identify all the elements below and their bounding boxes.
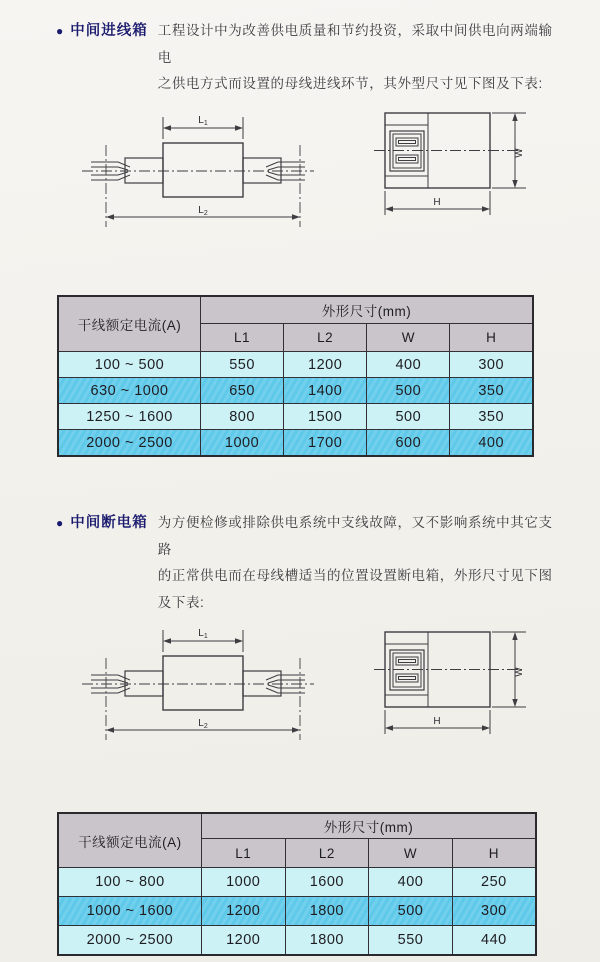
dimension-cell: 250 <box>452 868 536 897</box>
dim-label-w: W <box>514 148 525 158</box>
col-header-w: W <box>369 839 453 868</box>
dimension-cell: 500 <box>369 897 453 926</box>
col-header-l1: L1 <box>201 839 285 868</box>
section-description <box>158 510 561 616</box>
dimension-cell: 350 <box>450 404 533 430</box>
col-header-l2: L2 <box>285 839 369 868</box>
dimension-cell: 800 <box>201 404 284 430</box>
dimension-cell: 350 <box>450 378 533 404</box>
dimension-cell: 400 <box>369 868 453 897</box>
end-view-diagram-inlet <box>372 105 537 225</box>
dim-label-l1: $L_1$ <box>198 115 208 127</box>
side-view-diagram-inlet <box>78 105 318 230</box>
dimension-cell: 550 <box>201 352 284 378</box>
dim-label-l2: $L_2$ <box>198 205 208 217</box>
dimension-cell: 1200 <box>201 897 285 926</box>
dim-label-h: H <box>433 197 441 208</box>
table-header-row <box>58 813 536 839</box>
dimension-cell: 400 <box>450 430 533 457</box>
table-row <box>58 378 533 404</box>
current-rating-header: 干线额定电流(A) <box>58 296 201 352</box>
table-row <box>58 352 533 378</box>
section-heading-breaker-box <box>56 510 561 616</box>
dimension-cell: 300 <box>452 897 536 926</box>
dimension-cell: 1600 <box>285 868 369 897</box>
current-range-cell: 2000 ~ 2500 <box>58 430 201 457</box>
dimension-cell: 440 <box>452 926 536 956</box>
bullet-icon: ● <box>56 24 64 38</box>
dimension-cell: 1400 <box>284 378 367 404</box>
dimension-cell: 1800 <box>285 897 369 926</box>
dimension-cell: 1500 <box>284 404 367 430</box>
dimension-cell: 650 <box>201 378 284 404</box>
dimension-cell: 500 <box>367 404 450 430</box>
outline-dimensions-header: 外形尺寸(mm) <box>201 813 536 839</box>
col-header-l2: L2 <box>284 324 367 352</box>
dimension-cell: 550 <box>369 926 453 956</box>
dim-label-l1: $L_1$ <box>198 628 208 640</box>
dimension-cell: 1800 <box>285 926 369 956</box>
table-row <box>58 868 536 897</box>
col-header-l1: L1 <box>201 324 284 352</box>
table-row <box>58 897 536 926</box>
dimension-cell: 1000 <box>201 868 285 897</box>
current-range-cell: 100 ~ 800 <box>58 868 201 897</box>
inlet-box-dimensions-table <box>57 295 534 457</box>
col-header-w: W <box>367 324 450 352</box>
dimension-cell: 1200 <box>201 926 285 956</box>
section-description-line1: 为方便检修或排除供电系统中支线故障，又不影响系统中其它支路 <box>157 515 553 557</box>
section-title: 中间进线箱 <box>70 23 148 39</box>
table-row <box>58 404 533 430</box>
end-view-diagram-breaker <box>372 624 537 744</box>
dimension-cell: 1000 <box>201 430 284 457</box>
dimension-cell: 1700 <box>284 430 367 457</box>
dim-label-w: W <box>514 667 525 677</box>
col-header-h: H <box>452 839 536 868</box>
bullet-icon: ● <box>56 516 64 530</box>
section-description-line2: 之供电方式而设置的母线进线环节，其外型尺寸见下图及下表: <box>157 76 543 91</box>
dimension-cell: 1200 <box>284 352 367 378</box>
section-heading-inlet-box <box>56 18 561 98</box>
dimension-cell: 500 <box>367 378 450 404</box>
breaker-box-dimensions-table <box>57 812 537 956</box>
section-description-line1: 工程设计中为改善供电质量和节约投资，采取中间供电向两端输电 <box>157 23 553 65</box>
section-title: 中间断电箱 <box>70 515 148 531</box>
table-row <box>58 430 533 457</box>
dimension-cell: 300 <box>450 352 533 378</box>
current-range-cell: 100 ~ 500 <box>58 352 201 378</box>
table-row <box>58 926 536 956</box>
current-range-cell: 1000 ~ 1600 <box>58 897 201 926</box>
table-header-row <box>58 296 533 324</box>
section-description-line2: 的正常供电而在母线槽适当的位置设置断电箱，外形尺寸见下图及下表: <box>157 568 553 610</box>
side-view-diagram-breaker <box>78 618 318 743</box>
section-description <box>158 18 561 98</box>
col-header-h: H <box>450 324 533 352</box>
dim-label-l2: $L_2$ <box>198 718 208 730</box>
current-range-cell: 630 ~ 1000 <box>58 378 201 404</box>
dimension-cell: 400 <box>367 352 450 378</box>
outline-dimensions-header: 外形尺寸(mm) <box>201 296 534 324</box>
current-rating-header: 干线额定电流(A) <box>58 813 201 868</box>
dimension-cell: 600 <box>367 430 450 457</box>
current-range-cell: 1250 ~ 1600 <box>58 404 201 430</box>
dim-label-h: H <box>433 716 441 727</box>
current-range-cell: 2000 ~ 2500 <box>58 926 201 956</box>
